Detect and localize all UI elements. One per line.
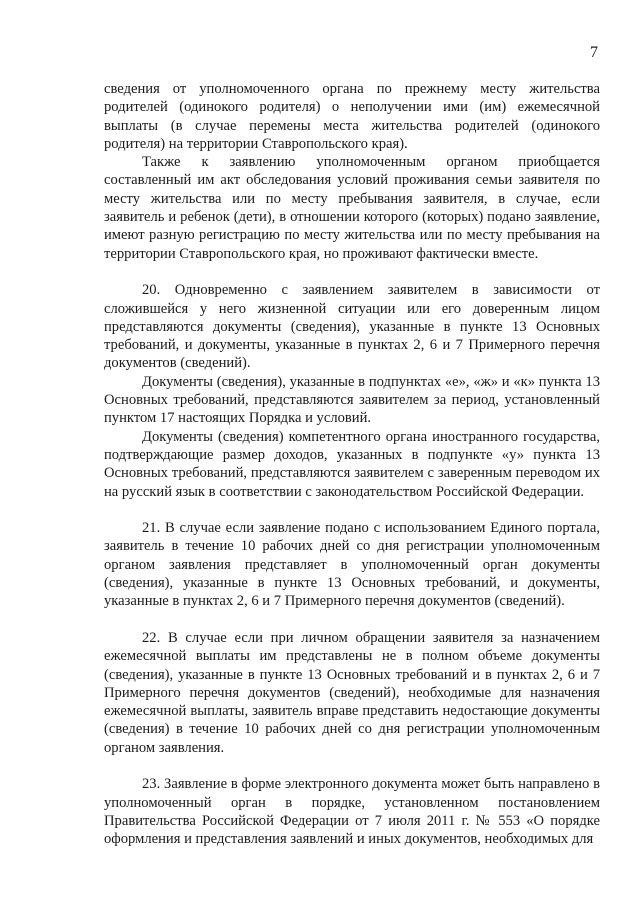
paragraph-2: Также к заявлению уполномоченным органом приобщается составленный им акт обследования условий проживания семьи заявителя по месту жительства или по месту пребывания заявителя, в случае, если заявитель и ребенок (дети), в отношении которого (которых) подано заявление, имеют разную регистрацию по месту жительства или по месту пребывания на территории Ставропольского края, но проживают фактически вместе. [104, 154, 600, 262]
paragraph-22: 22. В случае если при личном обращении заявителя за назначением ежемесячной выплаты им представлены не в полном объеме документы (сведения), указанные в пункте 13 Основных требований и в пунктах 2, 6 и 7 Примерного перечня документов (сведений), необходимые для назначения ежемесячной выплаты, заявитель вправе представить недостающие документы (сведения) в течение 10 рабочих дней со дня регистрации уполномоченным органом заявления. [104, 629, 600, 756]
paragraph-spacer [104, 611, 600, 629]
paragraph-spacer [104, 263, 600, 281]
paragraph-spacer [104, 501, 600, 519]
page-number: 7 [590, 44, 598, 61]
paragraph-spacer [104, 757, 600, 775]
paragraph-23: 23. Заявление в форме электронного документа может быть направлено в уполномоченный орган в порядке, установленном постановлением Правительства Российской Федерации от 7 июля 2011 г. № 553 «О порядке оформления и представления заявлений и иных документов, необходимых для [104, 776, 600, 848]
paragraph-20-documents-period: Документы (сведения), указанные в подпунктах «е», «ж» и «к» пункта 13 Основных требований, представляются заявителем за период, установленный пунктом 17 настоящих Порядка и условий. [104, 373, 600, 427]
document-body [104, 80, 600, 848]
paragraph-20-foreign-documents: Документы (сведения) компетентного органа иностранного государства, подтверждающие размер доходов, указанных в подпункте «у» пункта 13 Основных требований, представляются заявителем с заверенным переводом их на русский язык в соответствии с законодательством Российской Федерации. [104, 428, 600, 500]
paragraph-1: сведения от уполномоченного органа по прежнему месту жительства родителей (одинокого родителя) о неполучении ими (им) ежемесячной выплаты (в случае перемены места жительства родителей (одинокого родителя) на территории Ставропольского края). [104, 81, 600, 152]
paragraph-21: 21. В случае если заявление подано с использованием Единого портала, заявитель в течение 10 рабочих дней со дня регистрации уполномоченным органом заявления представляет в уполномоченный орган документы (сведения), указанные в пункте 13 Основных требований, и документы, указанные в пунктах 2, 6 и 7 Примерного перечня документов (сведений). [104, 520, 600, 610]
paragraph-20: 20. Одновременно с заявлением заявителем в зависимости от сложившейся у него жизненной ситуации или его доверенным лицом представляются документы (сведения), указанные в пункте 13 Основных требований, и документы, указанные в пунктах 2, 6 и 7 Примерного перечня документов (сведений). [104, 282, 600, 372]
